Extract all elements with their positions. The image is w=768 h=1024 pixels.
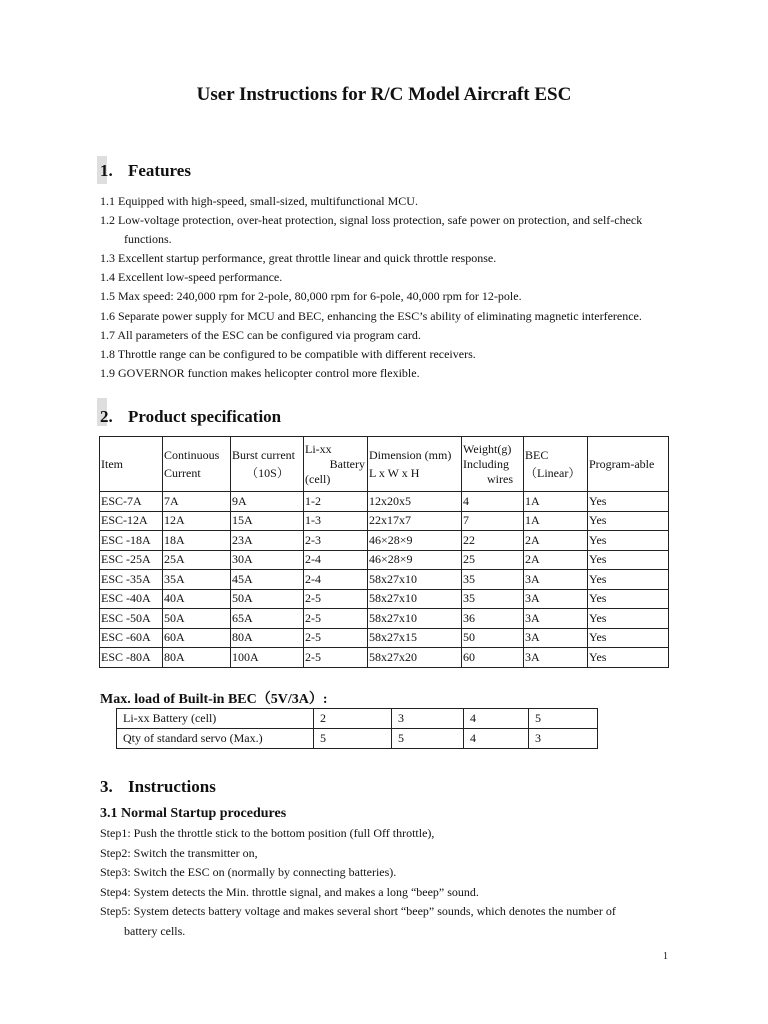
bec-table-cell: Qty of standard servo (Max.): [117, 729, 314, 749]
spec-table-cell: 12x20x5: [368, 492, 462, 512]
header-lixx-battery: Li-xx Battery (cell): [304, 437, 368, 492]
section-heading-instructions: [100, 777, 216, 797]
spec-table-row: [100, 511, 669, 531]
spec-table-cell: 50A: [163, 609, 231, 629]
feature-item: 1.8 Throttle range can be configured to be compatible with different receivers.: [100, 346, 476, 361]
spec-table-cell: 35A: [163, 570, 231, 590]
spec-table-cell: 60: [462, 648, 524, 668]
header-dimension: Dimension (mm) L x W x H: [368, 437, 462, 492]
spec-table-cell: Yes: [588, 609, 669, 629]
section-title: Features: [128, 161, 191, 180]
feature-item: 1.3 Excellent startup performance, great throttle linear and quick throttle response.: [100, 251, 497, 266]
spec-table-cell: 58x27x10: [368, 570, 462, 590]
spec-table-cell: 80A: [163, 648, 231, 668]
startup-step: Step4: System detects the Min. throttle signal, and makes a long “beep” sound.: [100, 884, 479, 899]
spec-table-cell: 25: [462, 550, 524, 570]
bec-table-cell: 3: [529, 729, 598, 749]
bec-table-cell: 5: [314, 729, 392, 749]
spec-table-cell: 46×28×9: [368, 550, 462, 570]
feature-item: 1.5 Max speed: 240,000 rpm for 2-pole, 80,000 rpm for 6-pole, 40,000 rpm for 12-pole.: [100, 289, 522, 304]
section-number: 1.: [100, 161, 113, 180]
spec-table-cell: 3A: [524, 628, 588, 648]
startup-steps: [100, 824, 700, 942]
header-item: Item: [100, 437, 163, 492]
spec-table-row: [100, 492, 669, 512]
page-number: 1: [663, 951, 668, 962]
bec-table-title: Max. load of Built-in BEC（5V/3A）:: [100, 692, 328, 707]
spec-table-cell: 2-5: [304, 648, 368, 668]
spec-header-row: [100, 437, 669, 492]
spec-table-row: [100, 550, 669, 570]
spec-table-cell: 7A: [163, 492, 231, 512]
spec-table-cell: 58x27x20: [368, 648, 462, 668]
spec-table-cell: 2A: [524, 531, 588, 551]
spec-table-cell: 2-4: [304, 570, 368, 590]
spec-table-cell: 65A: [231, 609, 304, 629]
spec-table-cell: ESC -50A: [100, 609, 163, 629]
spec-table-cell: 50A: [231, 589, 304, 609]
header-continuous-current: Continuous Current: [163, 437, 231, 492]
spec-table-cell: 58x27x10: [368, 609, 462, 629]
feature-item: 1.2 Low-voltage protection, over-heat protection, signal loss protection, safe power on protection, and self-check: [100, 213, 643, 228]
spec-table-cell: 80A: [231, 628, 304, 648]
spec-table-cell: 100A: [231, 648, 304, 668]
spec-table-row: [100, 589, 669, 609]
spec-table-cell: 40A: [163, 589, 231, 609]
spec-table-cell: 1-2: [304, 492, 368, 512]
section-title: Instructions: [128, 777, 216, 796]
spec-table-cell: 35: [462, 570, 524, 590]
feature-item: 1.6 Separate power supply for MCU and BEC, enhancing the ESC’s ability of eliminating magnetic interference.: [100, 308, 642, 323]
header-burst-current: Burst current （10S）: [231, 437, 304, 492]
spec-table-cell: 2A: [524, 550, 588, 570]
startup-step-continuation: battery cells.: [124, 923, 186, 938]
spec-table-cell: 30A: [231, 550, 304, 570]
bec-table-row: [117, 729, 598, 749]
bec-table-cell: 4: [464, 729, 529, 749]
spec-table-cell: Yes: [588, 628, 669, 648]
spec-table-cell: 45A: [231, 570, 304, 590]
spec-table-cell: 23A: [231, 531, 304, 551]
spec-table-cell: ESC -18A: [100, 531, 163, 551]
startup-step: Step1: Push the throttle stick to the bottom position (full Off throttle),: [100, 826, 435, 840]
spec-table-cell: 2-3: [304, 531, 368, 551]
spec-table-cell: Yes: [588, 511, 669, 531]
spec-table-cell: 2-5: [304, 609, 368, 629]
startup-step: Step3: Switch the ESC on (normally by connecting batteries).: [100, 865, 397, 880]
bec-table-cell: 5: [392, 729, 464, 749]
header-programmable: Program-able: [588, 437, 669, 492]
spec-table-cell: 22x17x7: [368, 511, 462, 531]
spec-table-row: [100, 570, 669, 590]
spec-table-cell: 1-3: [304, 511, 368, 531]
spec-table-cell: 50: [462, 628, 524, 648]
spec-table-row: [100, 648, 669, 668]
startup-step: Step2: Switch the transmitter on,: [100, 845, 258, 860]
section-heading-features: [100, 161, 191, 181]
feature-item: 1.4 Excellent low-speed performance.: [100, 270, 283, 285]
spec-table-cell: 3A: [524, 570, 588, 590]
spec-table-cell: ESC-7A: [100, 492, 163, 512]
spec-table-cell: 7: [462, 511, 524, 531]
spec-table-cell: 3A: [524, 609, 588, 629]
spec-table-cell: Yes: [588, 492, 669, 512]
bec-table-cell: 4: [464, 709, 529, 729]
spec-table-cell: Yes: [588, 531, 669, 551]
spec-table-cell: 58x27x10: [368, 589, 462, 609]
spec-table-cell: 35: [462, 589, 524, 609]
bec-table-row: [117, 709, 598, 729]
spec-table-cell: ESC -35A: [100, 570, 163, 590]
feature-item: 1.1 Equipped with high-speed, small-sized, multifunctional MCU.: [100, 194, 418, 208]
spec-table-cell: 12A: [163, 511, 231, 531]
spec-table-cell: Yes: [588, 570, 669, 590]
spec-table-cell: 46×28×9: [368, 531, 462, 551]
document-title: User Instructions for R/C Model Aircraft ESC: [196, 84, 572, 105]
spec-table-cell: 2-5: [304, 628, 368, 648]
spec-table-row: [100, 531, 669, 551]
spec-table: [99, 436, 669, 668]
bec-table-cell: 5: [529, 709, 598, 729]
startup-step: Step5: System detects battery voltage and makes several short “beep” sounds, which denotes the number of: [100, 904, 616, 919]
spec-table-cell: 36: [462, 609, 524, 629]
bec-load-table: [116, 708, 598, 749]
spec-table-cell: 15A: [231, 511, 304, 531]
spec-table-cell: 22: [462, 531, 524, 551]
spec-table-cell: 3A: [524, 648, 588, 668]
spec-table-cell: ESC -60A: [100, 628, 163, 648]
spec-table-cell: 60A: [163, 628, 231, 648]
spec-table-cell: 58x27x15: [368, 628, 462, 648]
bec-table-cell: Li-xx Battery (cell): [117, 709, 314, 729]
spec-table-cell: 9A: [231, 492, 304, 512]
header-weight: Weight(g) Including wires: [462, 437, 524, 492]
bec-table-cell: 3: [392, 709, 464, 729]
spec-table-cell: Yes: [588, 589, 669, 609]
spec-table-row: [100, 609, 669, 629]
spec-table-cell: ESC-12A: [100, 511, 163, 531]
spec-table-cell: 4: [462, 492, 524, 512]
spec-table-cell: ESC -80A: [100, 648, 163, 668]
spec-table-cell: ESC -40A: [100, 589, 163, 609]
spec-table-row: [100, 628, 669, 648]
spec-table-cell: Yes: [588, 550, 669, 570]
spec-table-cell: 1A: [524, 492, 588, 512]
section-number: 2.: [100, 407, 113, 426]
startup-procedures-heading: 3.1 Normal Startup procedures: [100, 806, 287, 821]
spec-table-cell: 2-5: [304, 589, 368, 609]
spec-table-cell: 25A: [163, 550, 231, 570]
section-title: Product specification: [128, 407, 282, 426]
section-heading-spec: [100, 407, 281, 427]
feature-item: 1.7 All parameters of the ESC can be configured via program card.: [100, 327, 421, 342]
header-bec: BEC （Linear）: [524, 437, 588, 492]
bec-table-cell: 2: [314, 709, 392, 729]
spec-table-cell: 1A: [524, 511, 588, 531]
spec-table-cell: 2-4: [304, 550, 368, 570]
section-number: 3.: [100, 777, 113, 796]
features-list: [100, 192, 700, 383]
spec-table-cell: ESC -25A: [100, 550, 163, 570]
feature-item-continuation: functions.: [124, 232, 172, 247]
spec-table-cell: 3A: [524, 589, 588, 609]
spec-table-cell: 18A: [163, 531, 231, 551]
spec-table-cell: Yes: [588, 648, 669, 668]
feature-item: 1.9 GOVERNOR function makes helicopter control more flexible.: [100, 365, 420, 380]
